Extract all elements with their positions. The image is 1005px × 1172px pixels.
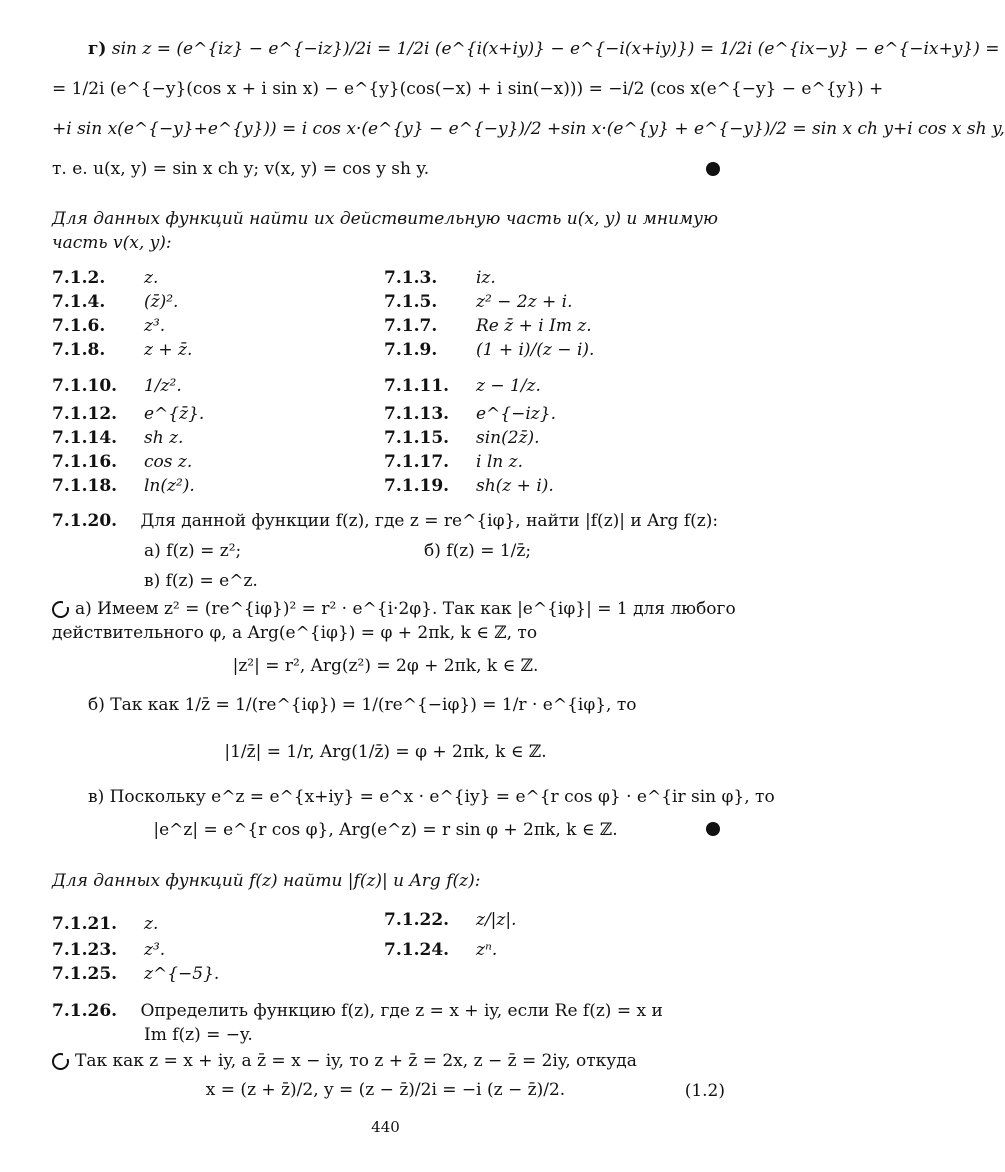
list-item xyxy=(52,316,732,340)
exercise-formula: i ln z. xyxy=(476,452,523,472)
exercise-formula: (z̄)². xyxy=(144,292,179,312)
exercise-number: 7.1.6. xyxy=(52,316,106,336)
exercise-number: 7.1.4. xyxy=(52,292,106,312)
ex26-text-1: Определить функцию f(z), где z = x + iy, если Re f(z) = x и xyxy=(140,1001,663,1021)
list-item xyxy=(52,452,732,476)
exercise-formula: sh z. xyxy=(144,428,184,448)
exercise-formula: z. xyxy=(144,268,159,288)
exercise-formula: z + z̄. xyxy=(144,340,193,360)
exercise-number: 7.1.18. xyxy=(52,476,118,496)
ex26-statement-2: Im f(z) = −y. xyxy=(144,1025,253,1045)
ex20-sol-c-1: в) Поскольку e^z = e^{x+iy} = e^x · e^{iy} = e^{r cos φ} · e^{ir sin φ}, то xyxy=(88,787,775,807)
exercise-number: 7.1.17. xyxy=(384,452,450,472)
exercise-number: 7.1.15. xyxy=(384,428,450,448)
task1-intro-a: Для данных функций найти их действительную часть u(x, y) и мнимую xyxy=(52,209,718,229)
ex26-statement-1 xyxy=(52,1000,727,1022)
task2-intro: Для данных функций f(z) найти |f(z)| и Arg f(z): xyxy=(52,871,481,891)
ex-g-formula-1: sin z = (e^{iz} − e^{−iz})/2i = 1/2i (e^{i(x+iy)} − e^{−i(x+iy)}) = 1/2i (e^{ix−y} − e^{−ix+y}) = xyxy=(111,39,1000,59)
exercise-number: 7.1.10. xyxy=(52,376,118,396)
ex-g-line-2: = 1/2i (e^{−y}(cos x + i sin x) − e^{y}(cos(−x) + i sin(−x))) = −i/2 (cos x(e^{−y} − e^{y}) + xyxy=(52,79,884,99)
ex20-sol-a-3: |z²| = r², Arg(z²) = 2φ + 2πk, k ∈ ℤ. xyxy=(232,656,539,676)
exercise-number: 7.1.14. xyxy=(52,428,118,448)
exercise-formula: z^{−5}. xyxy=(144,964,220,984)
exercise-formula: ln(z²). xyxy=(144,476,195,496)
exercise-formula: e^{z̄}. xyxy=(144,404,205,424)
list-item xyxy=(52,370,732,404)
ex-g-line-4: т. е. u(x, y) = sin x ch y; v(x, y) = cos y sh y. xyxy=(52,159,430,179)
solution-start-icon xyxy=(52,1053,69,1070)
exercise-number: 7.1.25. xyxy=(52,964,118,984)
ex20-sol-b-2: |1/z̄| = 1/r, Arg(1/z̄) = φ + 2πk, k ∈ ℤ. xyxy=(224,742,547,762)
solution-start-icon xyxy=(52,601,69,618)
list-item xyxy=(52,292,732,316)
list-item xyxy=(52,340,732,370)
exercise-formula: z² − 2z + i. xyxy=(476,292,573,312)
exercise-formula: cos z. xyxy=(144,452,193,472)
end-of-solution-marker xyxy=(706,822,720,836)
ex20-part-c: в) f(z) = e^z. xyxy=(144,571,258,591)
exercise-number: 7.1.22. xyxy=(384,910,450,930)
exercise-number: 7.1.8. xyxy=(52,340,106,360)
ex20-statement xyxy=(52,510,727,532)
task1-intro-b: часть v(x, y): xyxy=(52,233,172,253)
exercise-number: 7.1.7. xyxy=(384,316,438,336)
ex20-part-b: б) f(z) = 1/z̄; xyxy=(424,541,532,561)
ex26-sol-2: x = (z + z̄)/2, y = (z − z̄)/2i = −i (z − z̄)/2. xyxy=(205,1080,566,1100)
ex20-sol-a-1 xyxy=(52,598,736,620)
exercise-number: 7.1.3. xyxy=(384,268,438,288)
sol-a-text-1: а) Имеем z² = (re^{iφ})² = r² · e^{i·2φ}. Так как |e^{iφ}| = 1 для любого xyxy=(75,599,736,619)
exercise-number: 7.1.23. xyxy=(52,940,118,960)
exercise-formula: e^{−iz}. xyxy=(476,404,556,424)
exercise-number: 7.1.13. xyxy=(384,404,450,424)
list-item xyxy=(52,404,732,428)
end-of-solution-marker xyxy=(706,162,720,176)
list-item xyxy=(52,940,732,964)
list-item xyxy=(52,910,732,940)
exercise-formula: z. xyxy=(144,914,159,934)
exercise-number: 7.1.5. xyxy=(384,292,438,312)
exercise-formula: z³. xyxy=(144,940,166,960)
exercise-number: 7.1.21. xyxy=(52,914,118,934)
ex26-sol-1 xyxy=(52,1050,727,1072)
sol-text-1: Так как z = x + iy, а z̄ = x − iy, то z + z̄ = 2x, z − z̄ = 2iy, откуда xyxy=(75,1051,637,1071)
list-item xyxy=(52,268,732,292)
exercise-number: 7.1.24. xyxy=(384,940,450,960)
ex-g-line-1 xyxy=(52,38,1000,60)
exercise-formula: Re z̄ + i Im z. xyxy=(476,316,592,336)
ex20-sol-b-1: б) Так как 1/z̄ = 1/(re^{iφ}) = 1/(re^{−iφ}) = 1/r · e^{iφ}, то xyxy=(88,695,637,715)
exercise-number: 7.1.11. xyxy=(384,376,450,396)
ex20-text: Для данной функции f(z), где z = re^{iφ}, найти |f(z)| и Arg f(z): xyxy=(140,511,719,531)
page-number: 440 xyxy=(371,1118,400,1136)
ex-g-label: г) xyxy=(88,39,107,59)
exercise-formula: sh(z + i). xyxy=(476,476,554,496)
ex20-part-a: а) f(z) = z²; xyxy=(144,541,242,561)
ex20-sol-a-2: действительного φ, а Arg(e^{iφ}) = φ + 2πk, k ∈ ℤ, то xyxy=(52,623,538,643)
exercise-formula: iz. xyxy=(476,268,496,288)
ex20-sol-c-2: |e^z| = e^{r cos φ}, Arg(e^z) = r sin φ + 2πk, k ∈ ℤ. xyxy=(153,820,618,840)
equation-number: (1.2) xyxy=(684,1081,725,1101)
exercise-number: 7.1.2. xyxy=(52,268,106,288)
task2-list xyxy=(52,910,732,988)
exercise-number: 7.1.9. xyxy=(384,340,438,360)
list-item xyxy=(52,964,732,988)
exercise-number: 7.1.12. xyxy=(52,404,118,424)
exercise-formula: z/|z|. xyxy=(476,910,517,930)
exercise-formula: z³. xyxy=(144,316,166,336)
task1-list xyxy=(52,268,732,500)
exercise-formula: z − 1/z. xyxy=(476,376,541,396)
exercise-number: 7.1.26. xyxy=(52,1001,118,1021)
exercise-formula: (1 + i)/(z − i). xyxy=(476,340,595,360)
exercise-number: 7.1.16. xyxy=(52,452,118,472)
exercise-number: 7.1.20. xyxy=(52,511,118,531)
exercise-number: 7.1.19. xyxy=(384,476,450,496)
exercise-formula: zⁿ. xyxy=(476,940,498,960)
list-item xyxy=(52,476,732,500)
exercise-formula: 1/z². xyxy=(144,376,182,396)
list-item xyxy=(52,428,732,452)
ex-g-line-3: +i sin x(e^{−y}+e^{y})) = i cos x·(e^{y} − e^{−y})/2 +sin x·(e^{y} + e^{−y})/2 = sin x ch y+i cos x sh y, xyxy=(52,119,1005,139)
exercise-formula: sin(2z̄). xyxy=(476,428,540,448)
